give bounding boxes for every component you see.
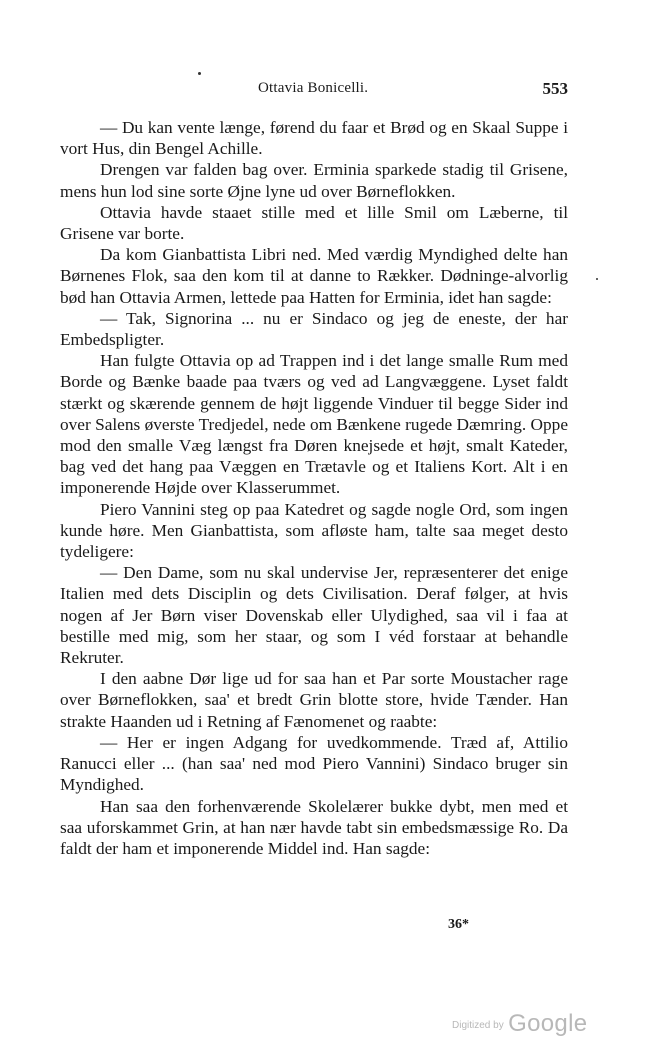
watermark-prefix: Digitized by [452,1020,504,1031]
paragraph: Ottavia havde staaet stille med et lille Smil om Læberne, til Grisene var borte. [60,202,568,244]
paragraph: Da kom Gianbattista Libri ned. Med værdig Myndighed delte han Børnenes Flok, saa den kom til at danne to Rækker. Dødninge-alvorlig bød han Ottavia Armen, lettede paa Hatten for Erminia, idet han sagde: [60,245,568,307]
print-speck [596,278,598,280]
paragraph: — Den Dame, som nu skal undervise Jer, repræsenterer det enige Italien med dets Disciplin og dets Civilisation. Deraf følger, at hvis nogen af Jer Børn viser Dovenskab eller Ulydighed, saa vil i faa at bestille med mig, som her staar, og som I véd forstaar at behandle Rekruter. [60,563,568,668]
google-watermark [452,1010,587,1038]
page-number: 553 [542,79,568,98]
page-header [60,80,568,102]
body-text [60,117,568,859]
paragraph: Piero Vannini steg op paa Katedret og sagde nogle Ord, som ingen kunde høre. Men Gianbattista, som afløste ham, talte saa meget desto tydeligere: [60,499,568,562]
paragraph: — Tak, Signorina ... nu er Sindaco og jeg de eneste, der har Embedspligter. [60,308,568,350]
paragraph: — Her er ingen Adgang for uvedkommende. Træd af, Attilio Ranucci eller ... (han saa' ned mod Piero Vannini) Sindaco bruger sin Myndighed. [60,732,568,795]
paragraph: I den aabne Dør lige ud for saa han et Par sorte Moustacher rage over Børneflokken, saa' et bredt Grin blotte store, hvide Tænder. Han strakte Haanden ud i Retning af Fænomenet og raabte: [60,669,568,731]
google-logo: Google [508,1010,588,1037]
running-head: Ottavia Bonicelli. [258,80,369,96]
print-speck [198,72,201,75]
paragraph: Han saa den forhenværende Skolelærer bukke dybt, men med et saa uforskammet Grin, at han nær havde tabt sin embedsmæssige Ro. Da faldt der ham et imponerende Middel ind. Han sagde: [60,796,568,858]
paragraph: Han fulgte Ottavia op ad Trappen ind i det lange smalle Rum med Borde og Bænke baade paa tværs og ved ad Langvæggene. Lyset faldt stærkt og skærende gennem de højt liggende Vinduer til begge Sider ind over Salens øverste Tredjedel, nede om Bænkene rugede Dæmring. Oppe mod den smalle Væg længst fra Døren knejsede et højt, smalt Kateder, bag ved det hang paa Væggen en Trætavle og et Italiens Kort. Alt i en imponerende Højde over Klasserummet. [60,351,568,498]
paragraph: Drengen var falden bag over. Erminia sparkede stadig til Grisene, mens hun lod sine sorte Øjne lyne ud over Børneflokken. [60,160,568,201]
paragraph: — Du kan vente længe, førend du faar et Brød og en Skaal Suppe i vort Hus, din Bengel Achille. [60,118,568,159]
signature-mark: 36* [448,917,469,932]
